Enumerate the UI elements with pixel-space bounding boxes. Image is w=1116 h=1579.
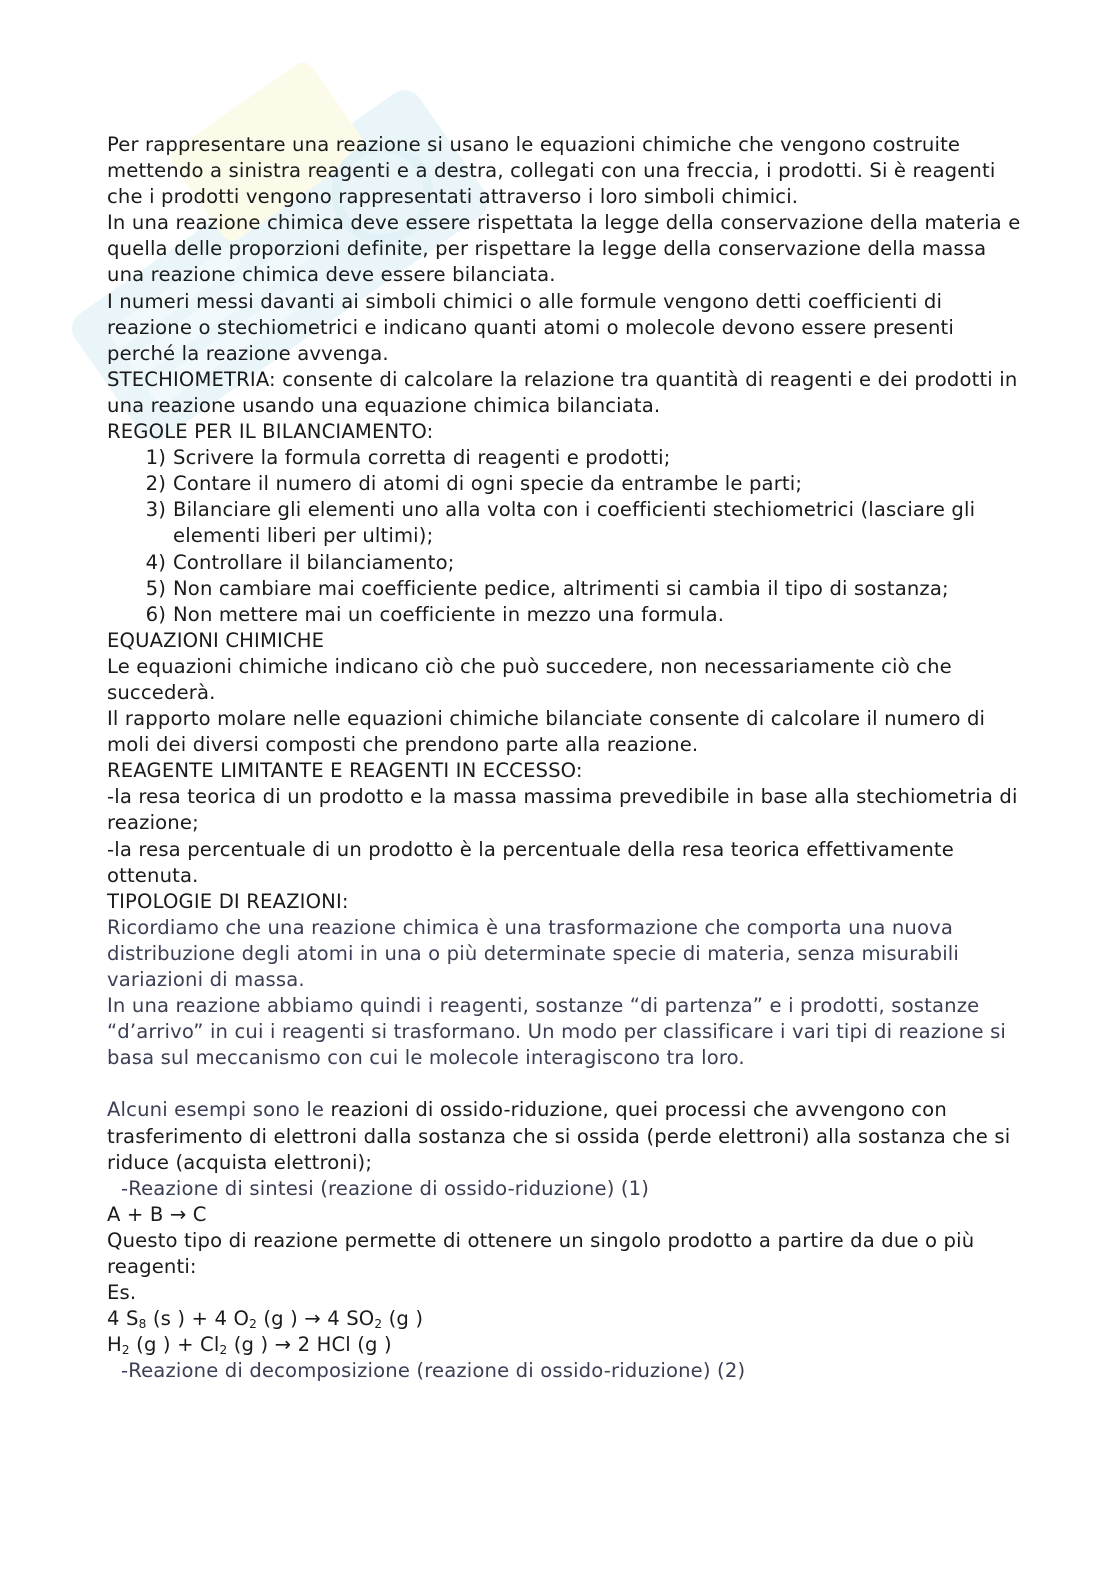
types-heading: TIPOLOGIE DI REAZIONI:	[107, 889, 349, 913]
document-body	[107, 132, 1027, 1385]
list-item: 3) Bilanciare gli elementi uno alla volta con i coefficienti stechiometrici (lasciare gli elementi liberi per ultimi);	[145, 498, 976, 548]
list-item: 1) Scrivere la formula corretta di reagenti e prodotti;	[145, 446, 671, 470]
limitant-paragraph: -la resa teorica di un prodotto e la massa massima prevedibile in base alla stechiometria di reazione;	[107, 785, 1018, 835]
equation-hcl: $H_2$ (g ) + $Cl_2$ (g ) → 2 HCl (g )	[107, 1333, 392, 1358]
synthesis-general-equation: A + B → C	[107, 1202, 207, 1226]
limitant-paragraph: -la resa percentuale di un prodotto è la percentuale della resa teorica effettivamente ottenuta.	[107, 837, 954, 887]
spacer	[107, 1071, 1027, 1097]
limitant-heading: REAGENTE LIMITANTE E REAGENTI IN ECCESSO:	[107, 759, 583, 783]
equations-paragraph: Il rapporto molare nelle equazioni chimiche bilanciate consente di calcolare il numero di moli dei diversi composti che prendono parte alla reazione.	[107, 707, 986, 757]
types-paragraph: Ricordiamo che una reazione chimica è una trasformazione che comporta una nuova distribuzione degli atomi in una o più determinate specie di materia, senza misurabili variazioni di massa.	[107, 915, 959, 991]
stechiometria-paragraph: STECHIOMETRIA: consente di calcolare la relazione tra quantità di reagenti e dei prodotti in una reazione usando una equazione chimica bilanciata.	[107, 367, 1018, 417]
list-item: 2) Contare il numero di atomi di ogni specie da entrambe le parti;	[145, 472, 803, 496]
redox-text: reazioni di ossido-riduzione, quei processi che avvengono con trasferimento di elettroni dalla sostanza che si ossida (perde elettroni) alla sostanza che si riduce (acquista elettroni);	[107, 1098, 1011, 1174]
list-item: 4) Controllare il bilanciamento;	[145, 550, 455, 574]
intro-paragraph: I numeri messi davanti ai simboli chimici o alle formule vengono detti coefficienti di reazione o stechiometrici e indicano quanti atomi o molecole devono essere presenti perché la reazione avvenga.	[107, 289, 954, 365]
list-item: 5) Non cambiare mai coefficiente pedice, altrimenti si cambia il tipo di sostanza;	[145, 576, 949, 600]
rules-list	[107, 445, 1027, 628]
synthesis-description: Questo tipo di reazione permette di ottenere un singolo prodotto a partire da due o più reagenti:	[107, 1228, 975, 1279]
list-item: 6) Non mettere mai un coefficiente in mezzo una formula.	[145, 602, 725, 626]
decomposition-heading: -Reazione di decomposizione (reazione di ossido-riduzione) (2)	[121, 1359, 746, 1383]
redox-lead: Alcuni esempi sono le	[107, 1098, 331, 1122]
intro-paragraph: In una reazione chimica deve essere rispettata la legge della conservazione della materia e quella delle proporzioni definite, per rispettare la legge della conservazione della massa una reazione chimica deve essere bilanciata.	[107, 211, 1021, 287]
example-label: Es.	[107, 1281, 137, 1305]
synthesis-heading: -Reazione di sintesi (reazione di ossido-riduzione) (1)	[121, 1176, 650, 1200]
rules-heading: REGOLE PER IL BILANCIAMENTO:	[107, 420, 434, 444]
redox-paragraph	[107, 1097, 1027, 1175]
equations-paragraph: Le equazioni chimiche indicano ciò che può succedere, non necessariamente ciò che succederà.	[107, 654, 952, 704]
equations-heading: EQUAZIONI CHIMICHE	[107, 628, 325, 652]
equation-sulfur: 4 $S_8$ (s ) + 4 $O_2$ (g ) → 4 $SO_2$ (g )	[107, 1307, 424, 1332]
types-paragraph: In una reazione abbiamo quindi i reagenti, sostanze “di partenza” e i prodotti, sostanze “d’arrivo” in cui i reagenti si trasformano. Un modo per classificare i vari tipi di reazione si basa sul meccanismo con cui le molecole interagiscono tra loro.	[107, 994, 1007, 1070]
intro-paragraph: Per rappresentare una reazione si usano le equazioni chimiche che vengono costruite mettendo a sinistra reagenti e a destra, collegati con una freccia, i prodotti. Si è reagenti che i prodotti vengono rappresentati attraverso i loro simboli chimici.	[107, 133, 996, 209]
